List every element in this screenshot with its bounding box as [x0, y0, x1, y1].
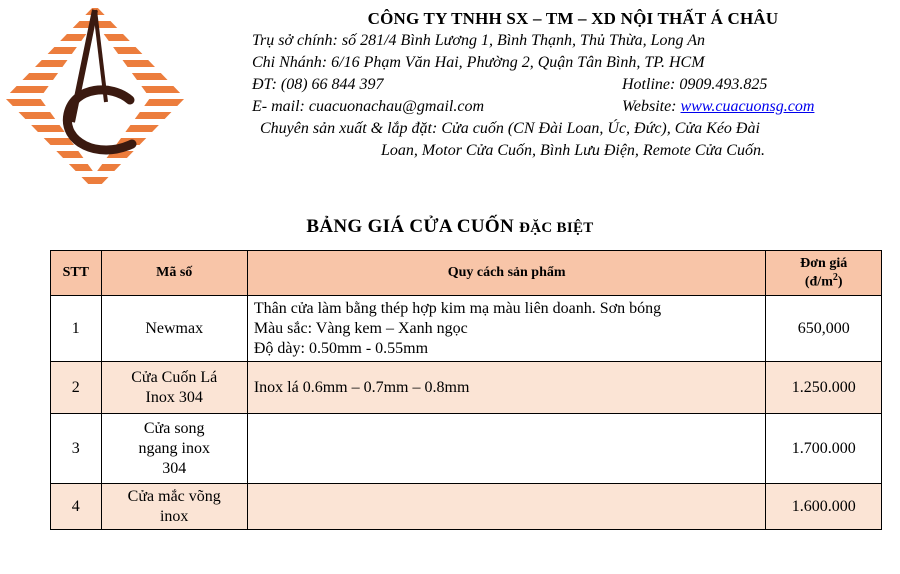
- row-stt: 4: [51, 484, 102, 530]
- website-link[interactable]: www.cuacuonsg.com: [680, 98, 815, 115]
- header-spec: Quy cách sản phẩm: [247, 251, 766, 296]
- row-price: 1.250.000: [766, 362, 882, 414]
- spec-line: Thân cửa làm bằng thép hợp kim mạ màu liên doanh. Sơn bóng: [253, 299, 662, 317]
- spec-line: Độ dày: 0.50mm - 0.55mm: [253, 339, 429, 357]
- phone-number: ĐT: (08) 66 844 397: [252, 76, 384, 93]
- row-code: [101, 414, 247, 484]
- header-price-sup: 2: [832, 271, 838, 283]
- code-line: Cửa mắc võng: [127, 487, 221, 505]
- row-stt: 2: [51, 362, 102, 414]
- title-small: ĐẶC BIỆT: [519, 220, 594, 236]
- row-spec: [247, 296, 766, 362]
- table-row: [51, 296, 882, 362]
- company-name: CÔNG TY TNHH SX – TM – XD NỘI THẤT Á CHÂU: [367, 9, 779, 28]
- website-label: Website:: [622, 98, 681, 115]
- title-main: BẢNG GIÁ CỬA CUỐN: [306, 216, 520, 237]
- company-header: [228, 8, 888, 162]
- code-line: Cửa Cuốn Lá: [131, 368, 218, 386]
- email-address: E- mail: cuacuonachau@gmail.com: [252, 98, 484, 115]
- row-price: 650,000: [766, 296, 882, 362]
- row-spec: [247, 484, 766, 530]
- row-price: 1.700.000: [766, 414, 882, 484]
- table-row: [51, 414, 882, 484]
- row-code: [101, 362, 247, 414]
- header-price-unit: (đ/m: [804, 274, 833, 290]
- header-stt: STT: [51, 251, 102, 296]
- branch-address: Chi Nhánh: 6/16 Phạm Văn Hai, Phường 2, Quận Tân Bình, TP. HCM: [252, 54, 705, 71]
- products-line-1: Chuyên sản xuất & lắp đặt: Cửa cuốn (CN Đài Loan, Úc, Đức), Cửa Kéo Đài: [260, 120, 760, 137]
- spec-line: Màu sắc: Vàng kem – Xanh ngọc: [253, 319, 468, 337]
- website: [622, 96, 814, 118]
- row-stt: 3: [51, 414, 102, 484]
- code-line: Inox 304: [145, 388, 203, 406]
- code-line: 304: [162, 459, 187, 477]
- header-price-close: ): [837, 274, 843, 290]
- hotline: Hotline: 0909.493.825: [622, 76, 768, 93]
- table-row: [51, 362, 882, 414]
- code-line: inox: [159, 507, 189, 525]
- header-price: [766, 251, 882, 296]
- products-line-2: Loan, Motor Cửa Cuốn, Bình Lưu Điện, Remote Cửa Cuốn.: [381, 142, 765, 159]
- code-line: Cửa song: [143, 419, 205, 437]
- table-row: [51, 484, 882, 530]
- row-code: [101, 484, 247, 530]
- header-price-line1: Đơn giá: [800, 255, 848, 271]
- table-header-row: [51, 251, 882, 296]
- header-code: Mã số: [101, 251, 247, 296]
- company-logo: [2, 2, 188, 194]
- price-table: [50, 250, 882, 530]
- row-spec: [247, 414, 766, 484]
- page-title: [0, 216, 900, 238]
- code-line: ngang inox: [138, 439, 210, 457]
- row-stt: 1: [51, 296, 102, 362]
- row-spec: Inox lá 0.6mm – 0.7mm – 0.8mm: [247, 362, 766, 414]
- head-office-address: Trụ sở chính: số 281/4 Bình Lương 1, Bình Thạnh, Thủ Thừa, Long An: [252, 32, 705, 49]
- row-price: 1.600.000: [766, 484, 882, 530]
- row-code: Newmax: [101, 296, 247, 362]
